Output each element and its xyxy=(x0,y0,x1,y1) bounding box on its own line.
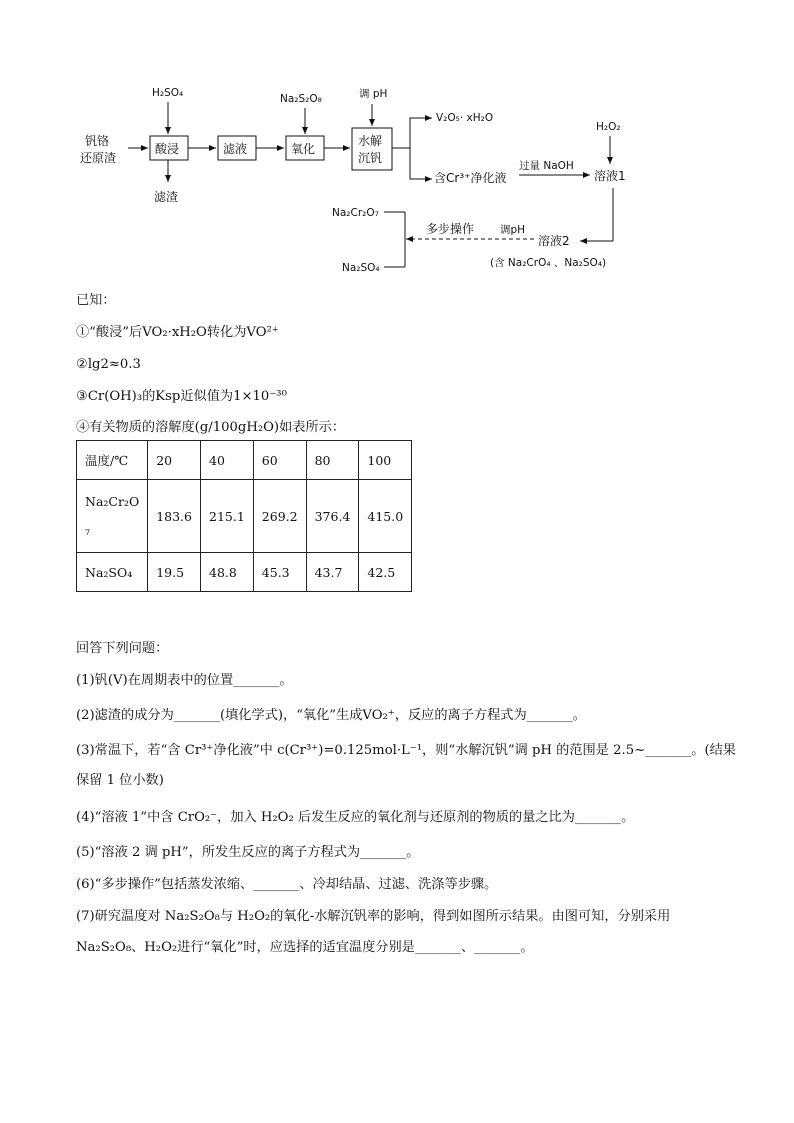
adjust-ph2-label: 调pH xyxy=(500,224,526,236)
na2so4-label: Na₂SO₄ xyxy=(342,262,380,274)
residue-label: 滤渣 xyxy=(154,190,179,204)
table-cell: 40 xyxy=(201,441,254,480)
known-item-1: ①“酸浸”后VO₂·xH₂O转化为VO²⁺ xyxy=(76,325,279,340)
question-2: (2)滤渣的成分为_______(填化学式)，“氧化”生成VO₂⁺，反应的离子方程式为_______。 xyxy=(76,708,586,723)
question-3-line-1: (3)常温下，若“含 Cr³⁺净化液”中 c(Cr³⁺)=0.125mol·L⁻¹，则“水解沉钒”调 pH 的范围是 2.5~_______。(结果 xyxy=(76,743,736,758)
table-row xyxy=(77,553,412,592)
table-cell: 42.5 xyxy=(359,553,412,592)
solution2-note: (含 Na₂CrO₄ 、Na₂SO₄) xyxy=(490,257,607,269)
cr-liquid-label: 含Cr³⁺净化液 xyxy=(434,171,507,185)
start-label-1: 钒铬 xyxy=(85,134,110,148)
v2o5-label: V₂O₅· xH₂O xyxy=(436,112,494,124)
table-cell: 45.3 xyxy=(253,553,306,592)
table-cell-na2cr2o7 xyxy=(77,480,148,553)
question-1: (1)钒(V)在周期表中的位置_______。 xyxy=(76,673,293,688)
flowchart-svg xyxy=(70,78,670,283)
na2cr2o7-label: Na₂Cr₂O₇ xyxy=(332,207,379,219)
box-filtrate-label: 滤液 xyxy=(223,142,248,156)
box-hydrolysis-label-1: 水解 xyxy=(358,134,383,148)
start-label-2: 还原渣 xyxy=(80,151,117,165)
table-cell: 269.2 xyxy=(253,480,306,553)
table-cell: 215.1 xyxy=(201,480,254,553)
naoh-label: 过量 NaOH xyxy=(519,160,574,172)
table-cell: 183.6 xyxy=(148,480,201,553)
solubility-table xyxy=(76,440,412,592)
table-cell: 100 xyxy=(359,441,412,480)
table-cell: 19.5 xyxy=(148,553,201,592)
na2cr2o7-name-b: ₇ xyxy=(85,523,91,538)
question-5: (5)“溶液 2 调 pH”，所发生反应的离子方程式为_______。 xyxy=(76,845,420,860)
questions-intro: 回答下列问题： xyxy=(76,641,169,656)
known-item-4: ④有关物质的溶解度(g/100gH₂O)如表所示： xyxy=(76,420,346,435)
table-cell: Na₂SO₄ xyxy=(77,553,148,592)
h2so4-label: H₂SO₄ xyxy=(152,87,184,99)
known-item-2: ②lg2≈0.3 xyxy=(76,357,141,372)
process-flowchart xyxy=(70,78,670,283)
table-cell: 温度/℃ xyxy=(77,441,148,480)
table-cell: 48.8 xyxy=(201,553,254,592)
table-cell: 415.0 xyxy=(359,480,412,553)
question-4: (4)“溶液 1”中含 CrO₂⁻，加入 H₂O₂ 后发生反应的氧化剂与还原剂的物质的量之比为_______。 xyxy=(76,810,635,825)
question-3-line-2: 保留 1 位小数) xyxy=(76,773,164,788)
box-hydrolysis-label-2: 沉钒 xyxy=(358,151,383,165)
solution2-label: 溶液2 xyxy=(538,234,570,248)
question-6: (6)“多步操作”包括蒸发浓缩、_______、冷却结晶、过滤、洗涤等步骤。 xyxy=(76,877,498,892)
known-title: 已知： xyxy=(76,293,116,308)
na2cr2o7-name-a: Na₂Cr₂O xyxy=(85,494,140,509)
box-acid-label: 酸浸 xyxy=(155,142,180,156)
table-row xyxy=(77,480,412,553)
table-cell: 43.7 xyxy=(306,553,359,592)
known-item-3: ③Cr(OH)₃的Ksp近似值为1×10⁻³⁰ xyxy=(76,389,287,404)
arrow-to-v2o5 xyxy=(392,118,432,148)
table-cell: 60 xyxy=(253,441,306,480)
question-7-line-1: (7)研究温度对 Na₂S₂O₈与 H₂O₂的氧化-水解沉钒率的影响，得到如图所示结果。由图可知，分别采用 xyxy=(76,909,671,924)
box-oxidize-label: 氧化 xyxy=(291,142,316,156)
table-header-row xyxy=(77,441,412,480)
table-cell: 20 xyxy=(148,441,201,480)
table-cell: 376.4 xyxy=(306,480,359,553)
solution1-label: 溶液1 xyxy=(594,169,626,183)
arrow-to-solution2 xyxy=(580,188,613,241)
question-7-line-2: Na₂S₂O₈、H₂O₂进行“氧化”时，应选择的适宜温度分别是_______、_______。 xyxy=(76,940,534,955)
na2s2o8-label: Na₂S₂O₈ xyxy=(280,93,322,105)
multistep-label: 多步操作 xyxy=(426,222,475,236)
adjust-ph-label: 调 pH xyxy=(359,88,388,100)
arrow-to-cr-liquid xyxy=(410,148,432,179)
h2o2-label: H₂O₂ xyxy=(596,121,621,133)
table-cell: 80 xyxy=(306,441,359,480)
